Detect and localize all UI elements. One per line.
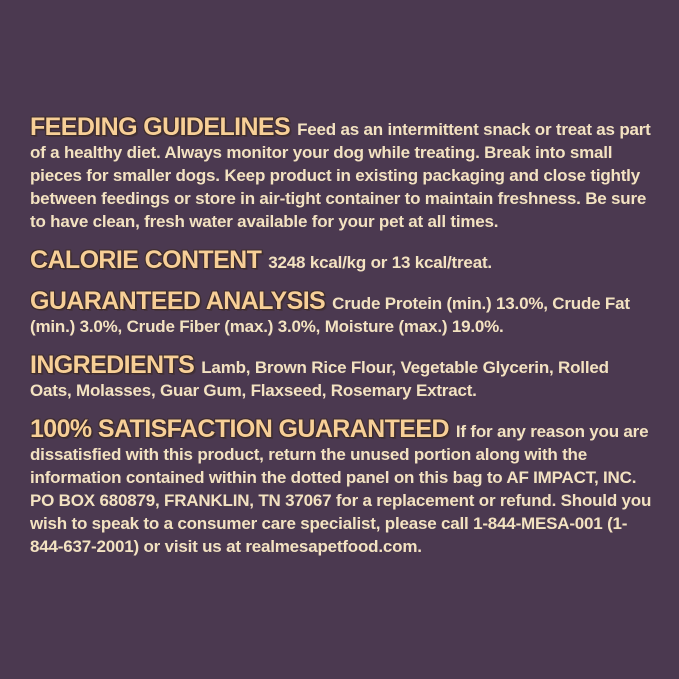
feeding-guidelines-heading: FEEDING GUIDELINES (30, 113, 291, 141)
calorie-content-heading: CALORIE CONTENT (30, 246, 262, 274)
guaranteed-analysis-heading: GUARANTEED ANALYSIS (30, 287, 326, 315)
section-feeding-guidelines (30, 113, 652, 233)
section-ingredients (30, 351, 652, 402)
satisfaction-guarantee-body: If for any reason you are dissatisfied with this product, return the unused portion along with the information contained within the dotted panel on this bag to AF IMPACT, INC. PO BOX 680879, FRANKLIN, TN 37067 for a replacement or refund. Should you wish to speak to a consumer care specialist, please call 1-844-MESA-001 (1-844-637-2001) or visit us at realmesapetfood.com. (30, 422, 652, 556)
guaranteed-analysis-body: Crude Protein (min.) 13.0%, Crude Fat (min.) 3.0%, Crude Fiber (max.) 3.0%, Moisture (max.) 19.0%. (30, 294, 630, 336)
label-text-panel (30, 113, 652, 574)
section-guaranteed-analysis (30, 287, 652, 338)
feeding-guidelines-body: Feed as an intermittent snack or treat as part of a healthy diet. Always monitor your dog while treating. Break into small pieces for smaller dogs. Keep product in existing packaging and close tightly between feedings or store in air-tight container to maintain freshness. Be sure to have clean, fresh water available for your pet at all times. (30, 120, 651, 231)
satisfaction-guarantee-heading: 100% SATISFACTION GUARANTEED (30, 415, 449, 443)
calorie-content-body: 3248 kcal/kg or 13 kcal/treat. (268, 253, 492, 272)
section-satisfaction-guarantee (30, 415, 652, 558)
section-calorie-content (30, 246, 652, 274)
ingredients-heading: INGREDIENTS (30, 351, 195, 379)
ingredients-body: Lamb, Brown Rice Flour, Vegetable Glycerin, Rolled Oats, Molasses, Guar Gum, Flaxseed, Rosemary Extract. (30, 358, 609, 400)
